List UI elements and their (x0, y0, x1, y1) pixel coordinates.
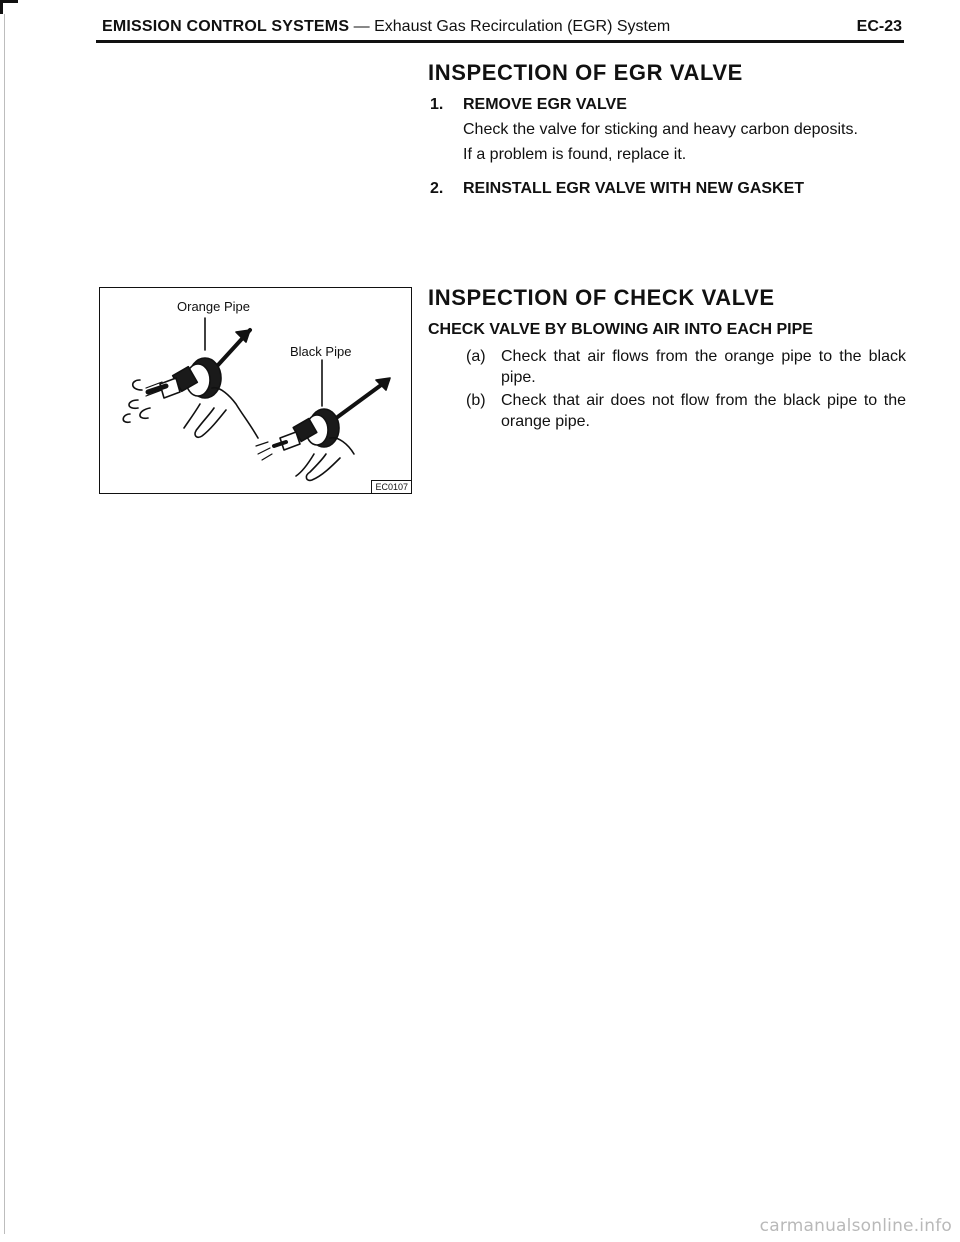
watermark: carmanualsonline.info (759, 1216, 952, 1236)
page-number: EC-23 (856, 18, 902, 35)
header-rule (96, 40, 904, 43)
egr-step-1-line-1: Check the valve for sticking and heavy carbon deposits. (463, 121, 858, 138)
check-valve-inspection-title: INSPECTION OF CHECK VALVE (428, 285, 775, 310)
lower-air-puff-icon (256, 442, 272, 460)
egr-step-1 (430, 96, 627, 114)
air-puff-icon (123, 380, 150, 422)
lower-valve-drawing (274, 380, 388, 450)
check-valve-illustration (100, 288, 412, 494)
header-section-rest: — Exhaust Gas Recirculation (EGR) System (349, 18, 671, 35)
check-valve-subtitle: CHECK VALVE BY BLOWING AIR INTO EACH PIPE (428, 321, 813, 338)
corner-crop-mark (0, 0, 18, 14)
upper-valve-drawing (148, 330, 250, 398)
black-pipe-label: Black Pipe (290, 344, 352, 359)
check-valve-item-a-text: Check that air flows from the orange pipe to the black pipe. (501, 348, 906, 386)
header-section-bold: EMISSION CONTROL SYSTEMS (102, 18, 350, 35)
check-valve-item-b-text: Check that air does not flow from the black pipe to the orange pipe. (501, 392, 906, 430)
scan-edge-line (4, 14, 5, 1234)
egr-step-2 (430, 180, 804, 198)
check-valve-item-b-label: (b) (466, 392, 486, 409)
egr-inspection-title: INSPECTION OF EGR VALVE (428, 60, 743, 85)
check-valve-item-a (466, 346, 906, 390)
egr-step-1-label: REMOVE EGR VALVE (463, 96, 627, 113)
egr-step-1-number: 1. (430, 96, 444, 113)
egr-step-2-label: REINSTALL EGR VALVE WITH NEW GASKET (463, 180, 805, 197)
header-section-title (102, 18, 670, 36)
egr-step-2-number: 2. (430, 180, 444, 197)
egr-step-1-line-2: If a problem is found, replace it. (463, 146, 687, 163)
page-header (96, 16, 902, 42)
check-valve-item-a-label: (a) (466, 348, 486, 365)
figure-id: EC0107 (371, 480, 411, 493)
orange-pipe-label: Orange Pipe (177, 299, 250, 314)
check-valve-item-b (466, 390, 906, 434)
check-valve-figure (99, 287, 412, 494)
